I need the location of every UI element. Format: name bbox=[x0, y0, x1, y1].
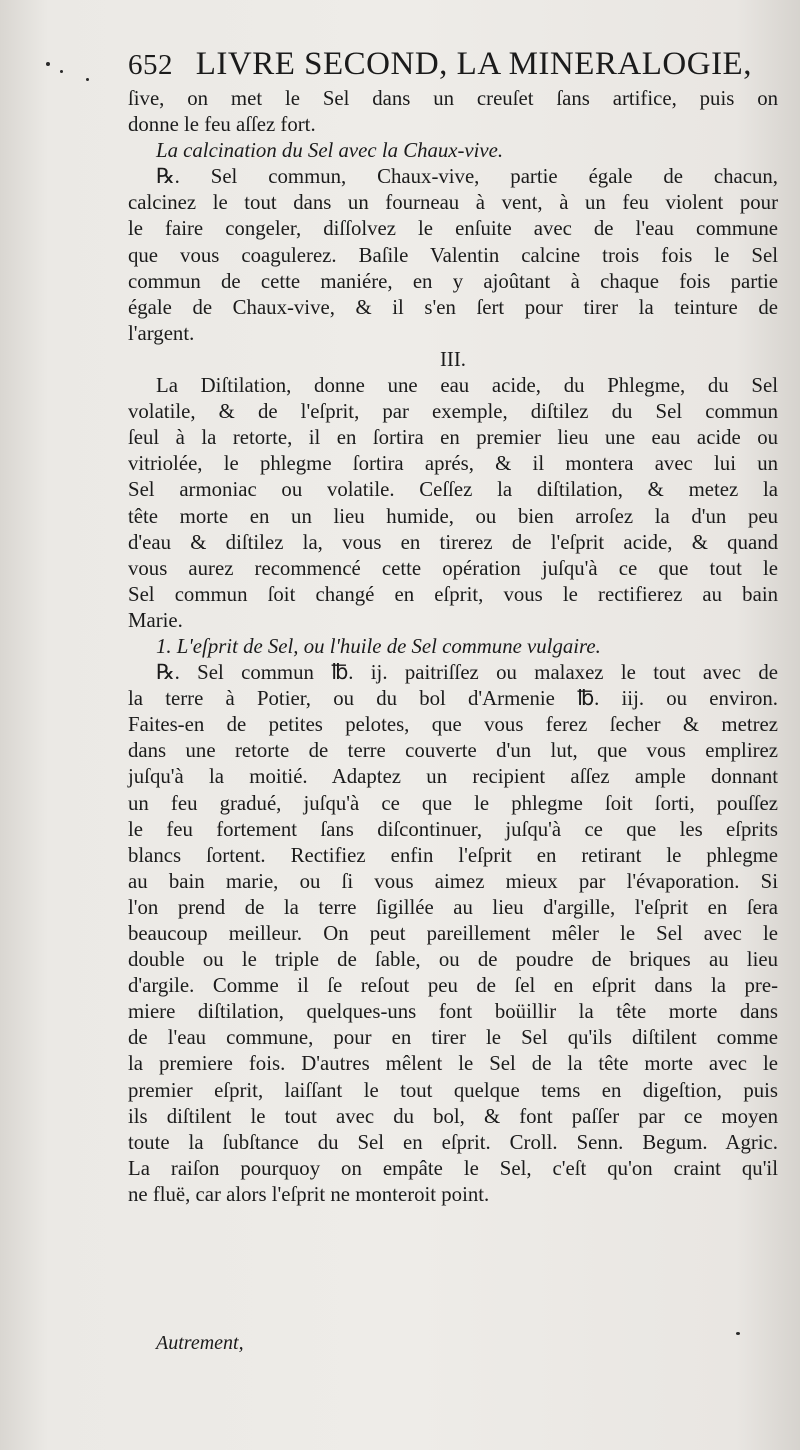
text-line: l'on prend de la terre ſigillée au lieu d'argille, l'eſprit en ſera bbox=[128, 895, 778, 919]
text-line: double ou le triple de ſable, ou de poudre de briques au lieu bbox=[128, 948, 778, 972]
text-line: ne fluë, car alors l'eſprit ne monteroit point. bbox=[128, 1182, 490, 1206]
ink-speck bbox=[46, 62, 50, 66]
text-line: ℞. Sel commun ℔. ij. paitriſſez ou malaxez le tout avec de bbox=[156, 661, 778, 685]
text-line: ſeul à la retorte, il en ſortira en premier lieu une eau acide ou bbox=[128, 426, 778, 450]
catchword: Autrement, bbox=[156, 1332, 244, 1354]
text-line: égale de Chaux-vive, & il s'en ſert pour tirer la teinture de bbox=[128, 295, 778, 319]
text-line: ℞. Sel commun, Chaux-vive, partie égale de chacun, bbox=[156, 165, 778, 189]
text-line: 1. L'eſprit de Sel, ou l'huile de Sel commune vulgaire. bbox=[156, 634, 601, 658]
running-title: LIVRE SECOND, LA MINERALOGIE, bbox=[195, 46, 752, 82]
text-line: de l'eau commune, pour en tirer le Sel qu'ils diſtilent comme bbox=[128, 1026, 778, 1050]
text-line: calcinez le tout dans un fourneau à vent, à un feu violent pour bbox=[128, 191, 778, 215]
running-header bbox=[128, 46, 768, 83]
text-line: Marie. bbox=[128, 608, 183, 632]
text-line: le feu fortement ſans diſcontinuer, juſqu'à ce que les eſprits bbox=[128, 817, 778, 841]
text-line: l'argent. bbox=[128, 321, 195, 345]
text-line: ſive, on met le Sel dans un creuſet ſans artifice, puis on bbox=[128, 87, 778, 110]
text-line: d'argile. Comme il ſe reſout peu de ſel en eſprit dans la pre- bbox=[128, 974, 778, 998]
text-line: volatile, & de l'eſprit, par exemple, diſtilez du Sel commun bbox=[128, 400, 778, 424]
text-line: La raiſon pourquoy on empâte le Sel, c'eſt qu'on craint qu'il bbox=[128, 1156, 778, 1180]
text-line: La calcination du Sel avec la Chaux-vive. bbox=[156, 139, 504, 163]
text-line: vitriolée, le phlegme ſortira aprés, & il montera avec lui un bbox=[128, 452, 778, 476]
text-line: miere diſtilation, quelques-uns font boüillir la tête morte dans bbox=[128, 1000, 778, 1024]
text-line: commun de cette maniére, en y ajoûtant à chaque fois partie bbox=[128, 269, 778, 293]
text-line: vous aurez recommencé cette opération juſqu'à ce que tout le bbox=[128, 556, 778, 580]
ink-speck bbox=[60, 70, 63, 73]
text-line: juſqu'à la moitié. Adaptez un recipient aſſez ample donnant bbox=[128, 765, 778, 789]
text-line: tête morte en un lieu humide, ou bien arroſez la d'un peu bbox=[128, 504, 778, 528]
body-text bbox=[128, 86, 778, 1208]
text-line: un feu gradué, juſqu'à ce que le phlegme ſoit ſorti, pouſſez bbox=[128, 791, 778, 815]
text-line: premier eſprit, laiſſant le tout quelque tems en digeſtion, puis bbox=[128, 1078, 778, 1102]
ink-speck bbox=[86, 78, 89, 81]
text-line: Faites-en de petites pelotes, que vous ferez ſecher & metrez bbox=[128, 713, 778, 737]
text-line: le faire congeler, diſſolvez le enſuite avec de l'eau commune bbox=[128, 217, 778, 241]
text-line: la premiere fois. D'autres mêlent le Sel de la tête morte avec le bbox=[128, 1052, 778, 1076]
text-line: La Diſtilation, donne une eau acide, du Phlegme, du Sel bbox=[156, 374, 778, 398]
text-line: ils diſtilent le tout avec du bol, & font paſſer par ce moyen bbox=[128, 1104, 778, 1128]
text-line: toute la ſubſtance du Sel en eſprit. Croll. Senn. Begum. Agric. bbox=[128, 1130, 778, 1154]
text-line: donne le feu aſſez fort. bbox=[128, 113, 316, 137]
text-line: Sel armoniac ou volatile. Ceſſez la diſtilation, & metez la bbox=[128, 478, 778, 502]
text-line: au bain marie, ou ſi vous aimez mieux par l'évaporation. Si bbox=[128, 869, 778, 893]
text-line: blancs ſortent. Rectifiez enfin l'eſprit en retirant le phlegme bbox=[128, 843, 778, 867]
page-number: 652 bbox=[128, 49, 173, 81]
text-line: que vous coagulerez. Baſile Valentin calcine trois fois le Sel bbox=[128, 243, 778, 267]
text-line: dans une retorte de terre couverte d'un lut, que vous emplirez bbox=[128, 739, 778, 763]
text-line: d'eau & diſtilez la, vous en tirerez de l'eſprit acide, & quand bbox=[128, 530, 778, 554]
text-line: Sel commun ſoit changé en eſprit, vous le rectifierez au bain bbox=[128, 582, 778, 606]
ink-speck bbox=[736, 1332, 740, 1335]
text-line: beaucoup meilleur. On peut pareillement mêler le Sel avec le bbox=[128, 922, 778, 945]
text-line: III. bbox=[440, 347, 466, 371]
text-line: la terre à Potier, ou du bol d'Armenie ℔. iij. ou environ. bbox=[128, 687, 778, 711]
